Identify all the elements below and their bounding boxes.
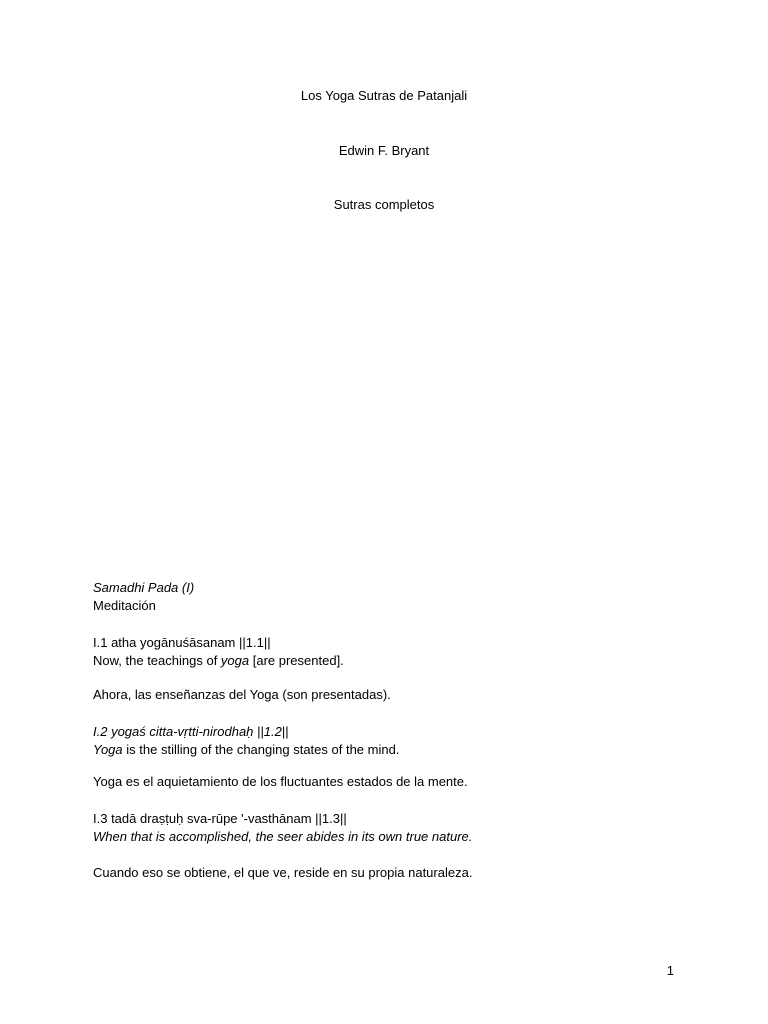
sutra-english-text: [are presented].	[249, 653, 344, 668]
sutra-english-text: Now, the teachings of	[93, 653, 221, 668]
page-number: 1	[666, 963, 674, 978]
sutra-english	[93, 741, 713, 759]
author-name: Edwin F. Bryant	[338, 143, 430, 158]
sutra-1-2	[93, 723, 713, 759]
sutra-1-3	[93, 810, 713, 846]
section-subheading: Meditación	[93, 598, 156, 613]
sutra-english: When that is accomplished, the seer abides in its own true nature.	[93, 829, 473, 844]
sutra-spanish: Cuando eso se obtiene, el que ve, reside en su propia naturaleza.	[93, 865, 473, 880]
sutra-1-3-spanish	[93, 864, 713, 882]
sutra-1-2-spanish	[93, 773, 713, 791]
section-header	[93, 579, 713, 615]
sutra-1-1	[93, 634, 713, 670]
sutra-1-1-spanish	[93, 686, 713, 704]
sutra-english-text: is the stilling of the changing states of the mind.	[122, 742, 400, 757]
sutra-sanskrit	[93, 723, 713, 741]
section-heading: Samadhi Pada (I)	[93, 580, 195, 595]
sutra-spanish: Yoga es el aquietamiento de los fluctuantes estados de la mente.	[93, 774, 468, 789]
sutra-english-emphasis: yoga	[220, 653, 250, 668]
sutra-sanskrit-italic: I.2 yogaś citta-vṛtti-nirodhaḥ ||1.2	[93, 724, 282, 739]
sutra-spanish: Ahora, las enseñanzas del Yoga (son presentadas).	[93, 687, 391, 702]
sutra-english	[93, 652, 713, 670]
sutra-sanskrit: I.3 tadā draṣṭuḥ sva-rūpe '-vasthānam ||1.3||	[93, 811, 347, 826]
sutra-sanskrit-regular: ||	[281, 724, 289, 739]
document-subtitle: Sutras completos	[333, 197, 435, 212]
sutra-english-emphasis: Yoga	[93, 742, 123, 757]
sutra-sanskrit: I.1 atha yogānuśāsanam ||1.1||	[93, 635, 271, 650]
document-title: Los Yoga Sutras de Patanjali	[300, 88, 468, 103]
